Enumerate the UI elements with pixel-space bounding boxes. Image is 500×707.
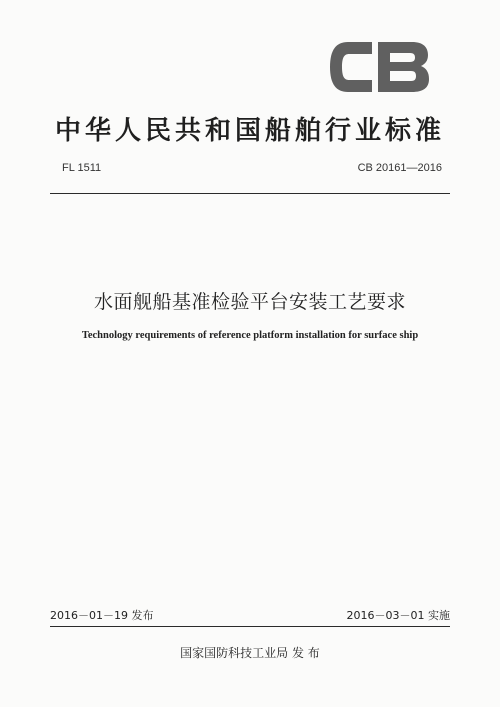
standard-number: CB 20161—2016	[357, 162, 442, 174]
bottom-divider	[50, 626, 450, 627]
implementation-date: 2016－03－01 实施	[346, 609, 450, 622]
top-divider	[50, 193, 450, 194]
document-title-english: Technology requirements of reference platform installation for surface ship	[81, 330, 419, 341]
document-title-chinese: 水面舰船基准检验平台安装工艺要求	[93, 291, 406, 313]
issue-date: 2016－01－19 发布	[50, 609, 154, 622]
standard-category-title: 中华人民共和国船舶行业标准	[54, 116, 445, 146]
classification-code: FL 1511	[62, 162, 102, 174]
publisher: 国家国防科技工业局 发 布	[180, 646, 320, 660]
cb-logo-icon	[326, 38, 432, 96]
